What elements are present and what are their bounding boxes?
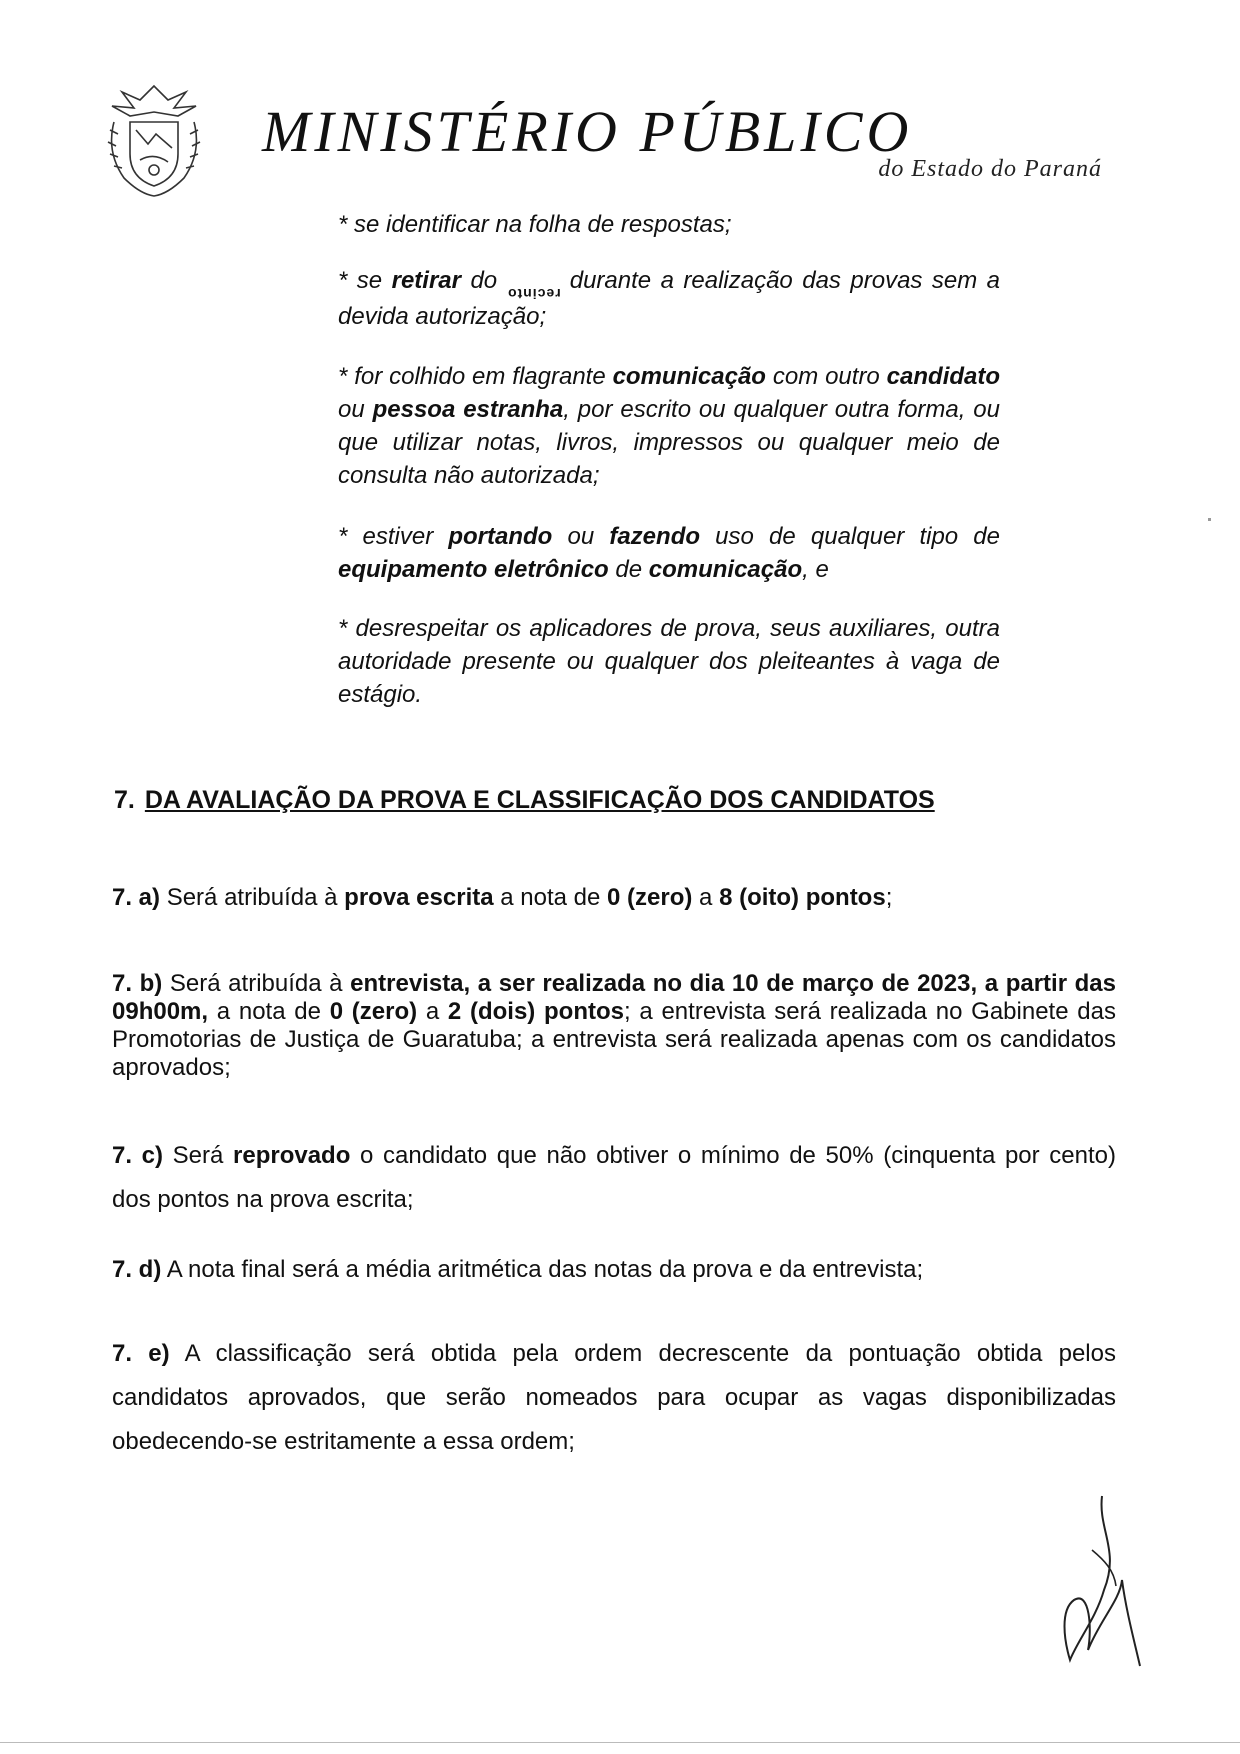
bullet-item bbox=[338, 208, 1000, 241]
bullet-text: de bbox=[608, 556, 649, 583]
item-text: Será atribuída à bbox=[162, 970, 351, 997]
bullet-bold: equipamento eletrônico bbox=[338, 556, 609, 583]
bullet-text: durante a realização das provas sem a devida autorização; bbox=[338, 267, 1001, 330]
bullet-text: * for colhido em flagrante bbox=[338, 363, 613, 390]
item-label: 7. b) bbox=[112, 970, 163, 997]
bullet-item bbox=[338, 360, 1000, 492]
item-7c bbox=[112, 1134, 1116, 1222]
bullet-bold: pessoa estranha bbox=[372, 396, 564, 423]
item-text: ; bbox=[885, 884, 893, 911]
bullet-bold: portando bbox=[448, 523, 553, 550]
bullet-text: * se identificar na folha de respostas; bbox=[338, 211, 732, 238]
item-text: A classificação será obtida pela ordem decrescente da pontuação obtida pelos candidatos aprovados, que serão nomeados para ocupar as vagas disponibilizadas obedecendo-se estritamente a essa ordem; bbox=[112, 1340, 1116, 1455]
bullet-text: * estiver bbox=[338, 523, 449, 550]
header-subtitle: do Estado do Paraná bbox=[878, 156, 1102, 182]
bullet-bold: comunicação bbox=[612, 363, 766, 390]
bullet-item bbox=[338, 520, 1000, 586]
section-number: 7. bbox=[114, 786, 135, 814]
bullet-item bbox=[338, 612, 1000, 711]
item-text: o candidato que não obtiver o mínimo de 50% (cinquenta por cento) dos pontos na prova escrita; bbox=[112, 1142, 1116, 1213]
item-bold: reprovado bbox=[233, 1142, 351, 1169]
item-label: 7. a) bbox=[112, 884, 161, 911]
bullet-bold: comunicação bbox=[648, 556, 803, 583]
item-bold: 0 (zero) bbox=[329, 998, 418, 1025]
item-7e bbox=[112, 1332, 1116, 1464]
item-bold: prova escrita bbox=[344, 884, 494, 911]
item-text: a bbox=[692, 884, 720, 911]
bullet-text: * se bbox=[338, 267, 392, 294]
bullet-text: ou bbox=[552, 523, 610, 550]
item-7d bbox=[112, 1248, 1116, 1292]
item-text: Será atribuída à bbox=[160, 884, 345, 911]
item-bold: 2 (dois) pontos bbox=[447, 998, 624, 1025]
section-title: DA AVALIAÇÃO DA PROVA E CLASSIFICAÇÃO DOS CANDIDATOS bbox=[144, 786, 935, 814]
item-7b bbox=[112, 970, 1116, 1082]
item-text: a nota de bbox=[493, 884, 608, 911]
item-bold: 0 (zero) bbox=[607, 884, 693, 911]
item-text: ; a entrevista será realizada no Gabinete das Promotorias de Justiça de Guaratuba; a entrevista será realizada apenas com os candidatos aprovados; bbox=[112, 998, 1116, 1081]
item-text: Será bbox=[163, 1142, 234, 1169]
item-7a bbox=[112, 884, 1116, 912]
item-label: 7. c) bbox=[112, 1142, 164, 1169]
scan-speck bbox=[1208, 518, 1211, 521]
handwritten-signature-icon bbox=[1030, 1490, 1160, 1670]
section-heading bbox=[114, 786, 935, 815]
bullet-bold: fazendo bbox=[609, 523, 701, 550]
item-text: a nota de bbox=[208, 998, 330, 1025]
rubber-stamp: recinto bbox=[506, 286, 561, 302]
item-text: a bbox=[417, 998, 448, 1025]
item-text: A nota final será a média aritmética das notas da prova e da entrevista; bbox=[161, 1256, 924, 1283]
bullet-bold: candidato bbox=[886, 363, 1001, 390]
bullet-text: , por escrito ou qualquer outra forma, ou que utilizar notas, livros, impressos ou qualquer meio de consulta não autorizada; bbox=[338, 396, 1000, 489]
bullet-text: * desrespeitar os aplicadores de prova, seus auxiliares, outra autoridade presente ou qualquer dos pleiteantes à vaga de estágio. bbox=[338, 615, 1000, 708]
bullet-text: uso de qualquer tipo de bbox=[700, 523, 1000, 550]
header-title: MINISTÉRIO PÚBLICO bbox=[262, 99, 913, 164]
item-bold: entrevista, a ser realizada no dia 10 de março de 2023, a partir das 09h00m, bbox=[112, 970, 1116, 1025]
bullet-text: do bbox=[460, 267, 507, 294]
bottom-rule bbox=[0, 1742, 1240, 1743]
bullet-text: , e bbox=[802, 556, 829, 583]
bullet-text: com outro bbox=[765, 363, 887, 390]
bullet-text: ou bbox=[338, 396, 373, 423]
item-label: 7. e) bbox=[112, 1340, 170, 1367]
bullet-bold: retirar bbox=[391, 267, 461, 294]
parana-coat-of-arms-icon bbox=[100, 82, 208, 202]
item-bold: 8 (oito) pontos bbox=[719, 884, 886, 911]
item-label: 7. d) bbox=[112, 1256, 162, 1283]
bullet-item bbox=[338, 264, 1000, 333]
